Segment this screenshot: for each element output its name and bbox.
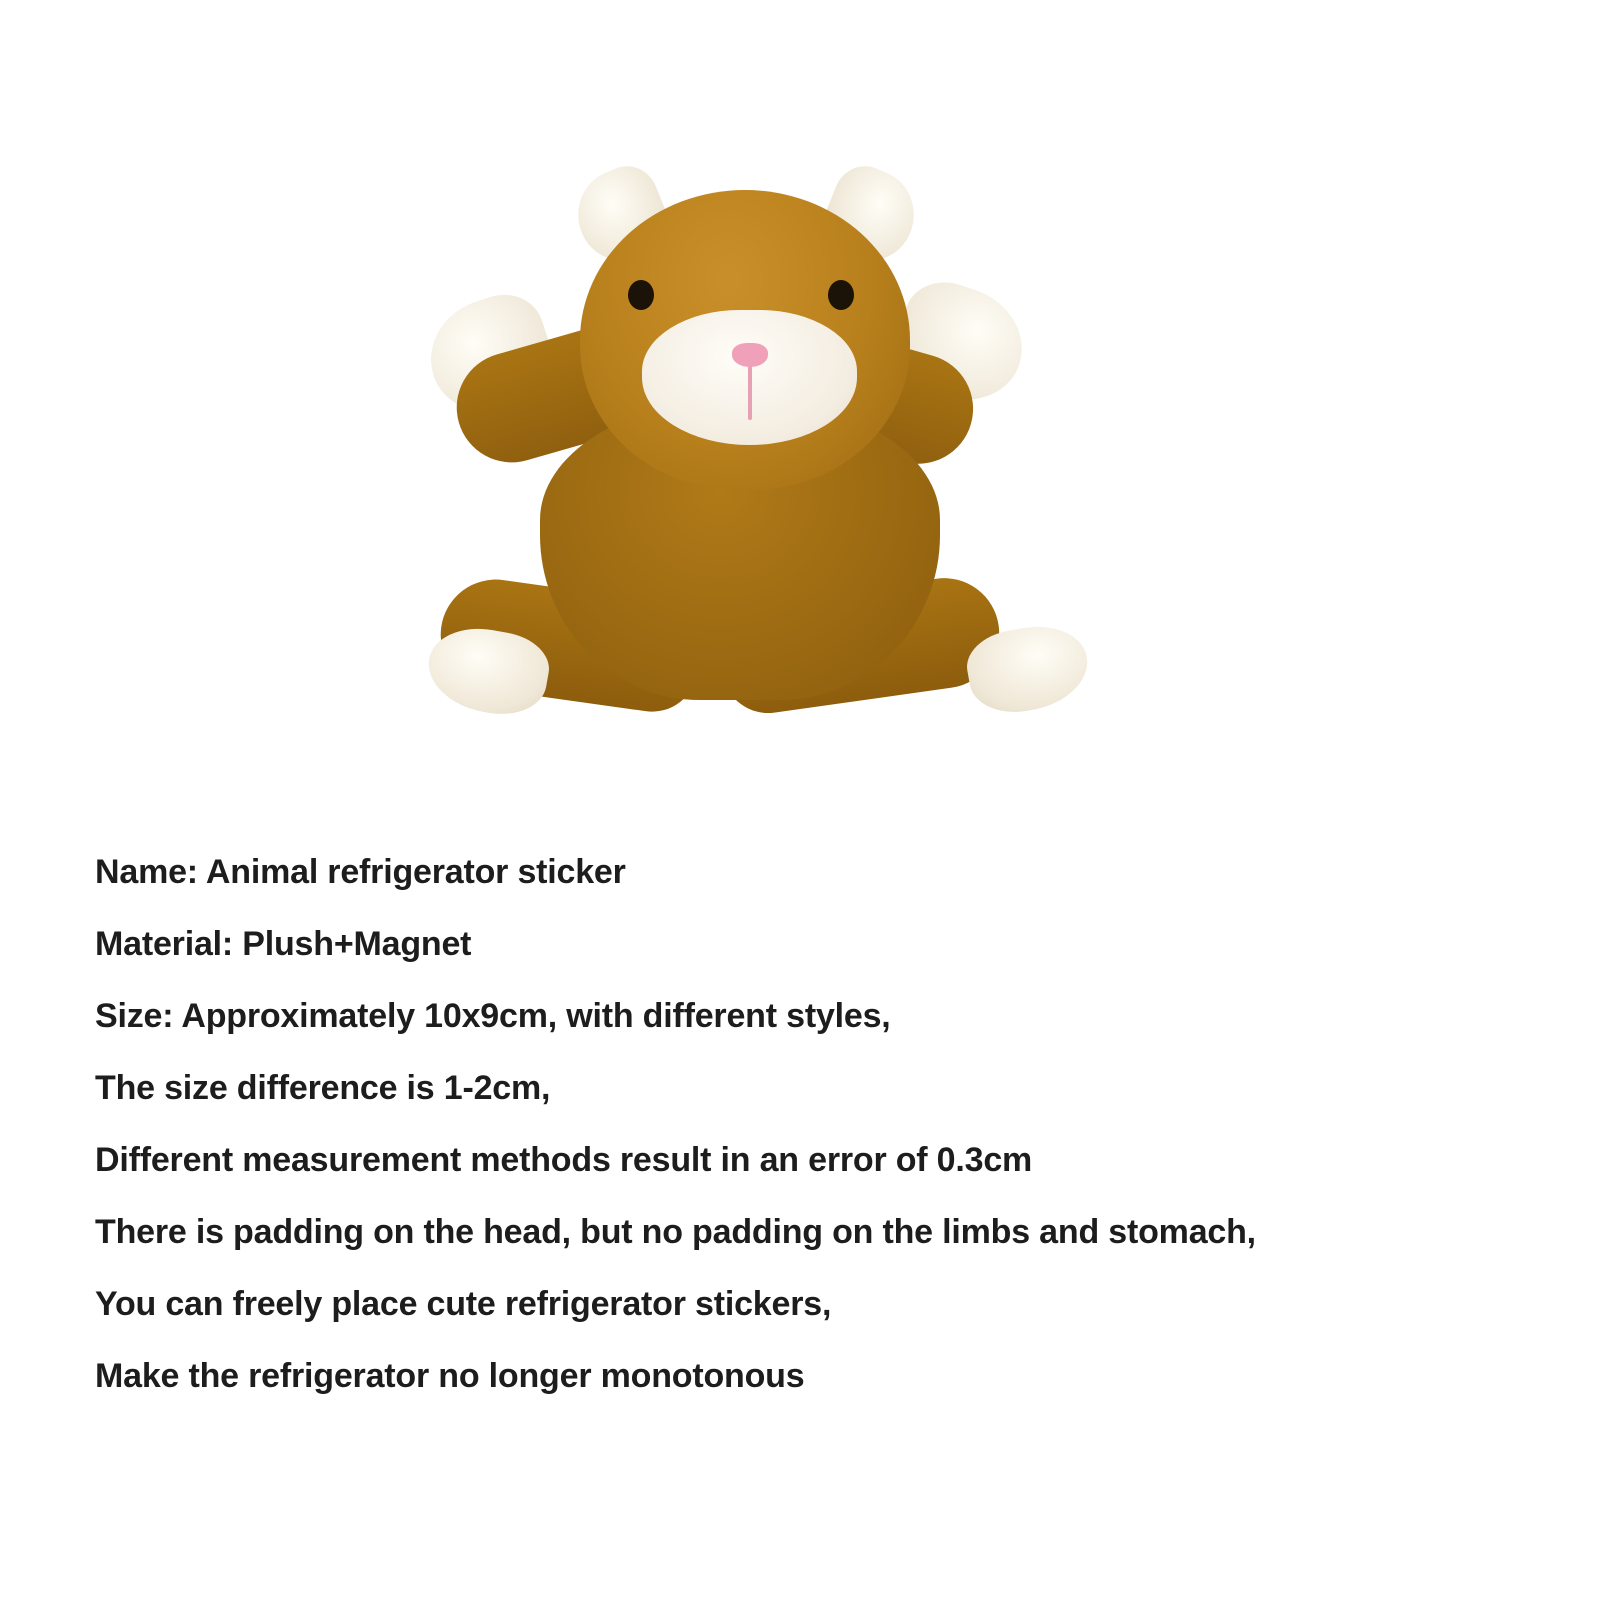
description-line-size: Size: Approximately 10x9cm, with different styles, — [95, 997, 891, 1035]
description-line-material: Material: Plush+Magnet — [95, 925, 472, 963]
description-line-measurement-error: Different measurement methods result in an error of 0.3cm — [95, 1141, 1033, 1179]
description-line-size-difference: The size difference is 1-2cm, — [95, 1069, 551, 1107]
product-description — [95, 855, 1535, 1393]
plush-nose — [732, 343, 768, 367]
description-line-closing: Make the refrigerator no longer monotonous — [95, 1357, 805, 1395]
description-line-name: Name: Animal refrigerator sticker — [95, 853, 626, 891]
plush-right-eye — [828, 280, 854, 310]
plush-left-eye — [628, 280, 654, 310]
description-line-placement: You can freely place cute refrigerator stickers, — [95, 1285, 832, 1323]
plush-toy-illustration — [420, 160, 1180, 760]
description-line-padding: There is padding on the head, but no padding on the limbs and stomach, — [95, 1213, 1256, 1251]
plush-mouth — [748, 366, 752, 420]
